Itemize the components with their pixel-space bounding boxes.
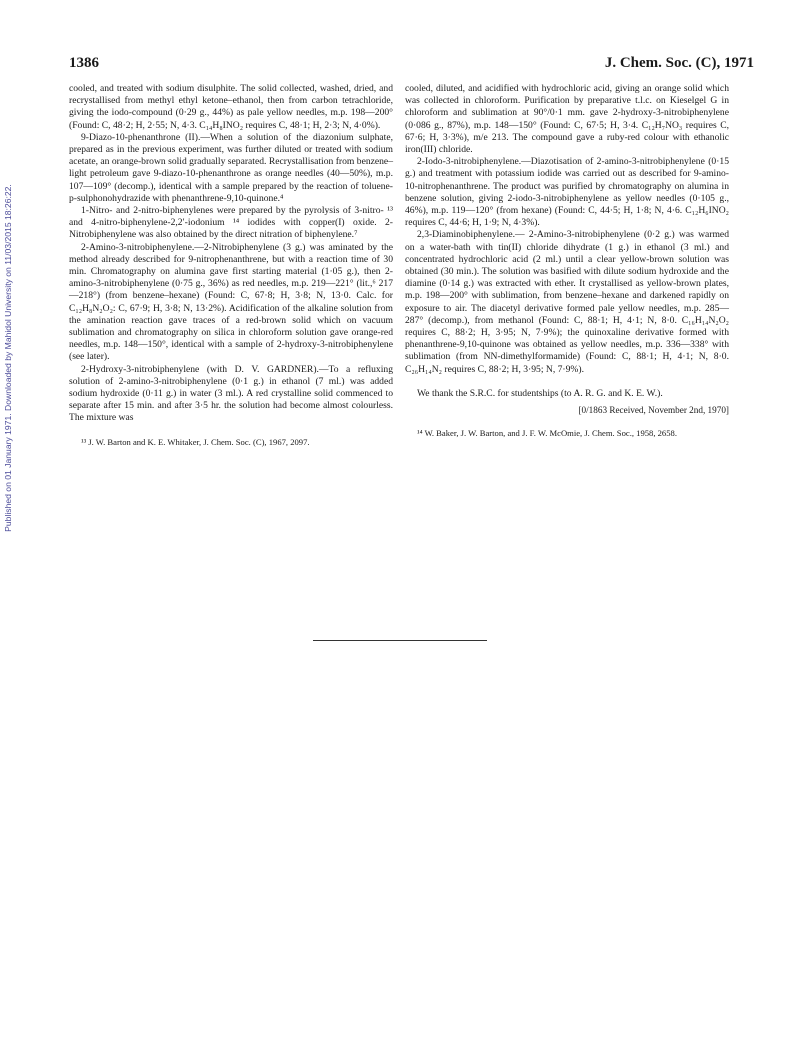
- left-paragraph-3: 1-Nitro- and 2-nitro-biphenylenes were prepared by the pyrolysis of 3-nitro- ¹³ and 4-nitro-biphenylene-2,2′-iodonium ¹⁴ iodides with copper(I) oxide. 2-Nitrobiphenylene was also obtained by the direct nitration of biphenylene.⁷: [69, 205, 393, 241]
- left-paragraph-2: 9-Diazo-10-phenanthrone (II).—When a solution of the diazonium sulphate, prepared as in the previous experiment, was further diluted or treated with sodium acetate, an orange-brown solid gradually separated. Recrystallisation from benzene–light petroleum gave 9-diazo-10-phenanthrone as orange needles (40—50%), m.p. 107—109° (decomp.), identical with a sample prepared by the reaction of toluene-p-sulphonohydrazide with phenanthrene-9,10-quinone.⁴: [69, 131, 393, 204]
- left-paragraph-5: 2-Hydroxy-3-nitrobiphenylene (with D. V. GARDNER).—To a refluxing solution of 2-amino-3-nitrobiphenylene (0·1 g.) in ethanol (7 ml.) was added sodium hydroxide (0·11 g.) in water (3 ml.). A red crystalline solid commenced to separate after 15 min. and after 3·5 hr. the solution had become almost colourless. The mixture was: [69, 363, 393, 424]
- left-column: [69, 83, 393, 447]
- footnote-13: ¹³ J. W. Barton and K. E. Whitaker, J. Chem. Soc. (C), 1967, 2097.: [81, 436, 310, 447]
- left-paragraph-4: 2-Amino-3-nitrobiphenylene.—2-Nitrobiphenylene (3 g.) was aminated by the method already described for 9-nitrophenanthrene, but with a reaction time of 30 min. Chromatography on alumina gave first starting material (1·05 g.), then 2-amino-3-nitrobiphenylene (0·75 g., 36%) as red needles, m.p. 219—221° (lit.,⁶ 217—218°) (from benzene–hexane) (Found: C, 67·8; H, 3·8; N, 13·0. Calc. for C₁₂H₈N₂O₂: C, 67·9; H, 3·8; N, 13·2%). Acidification of the alkaline solution from the amination reaction gave traces of a red-brown solid which on vacuum sublimation and chromatography on silica in chloroform solution gave orange-red needles, m.p. 148—150°, identical with a sample of 2-hydroxy-3-nitrobiphenylene (see later).: [69, 241, 393, 363]
- acknowledgement: We thank the S.R.C. for studentships (to A. R. G. and K. E. W.).: [417, 387, 663, 399]
- journal-header: J. Chem. Soc. (C), 1971: [604, 55, 754, 71]
- right-paragraph-3: 2,3-Diaminobiphenylene.— 2-Amino-3-nitrobiphenylene (0·2 g.) was warmed on a water-bath with tin(II) chloride dihydrate (1 g.) in ethanol (3 ml.) and concentrated hydrochloric acid (2 ml.) until a clear yellow-brown solution was obtained (30 min.). The solution was basified with dilute sodium hydroxide and the diamine (0·14 g.) was extracted with ether. It crystallised as yellow-brown plates, m.p. 198—200° with sublimation, from benzene–hexane and darkened rapidly on exposure to air. The diacetyl derivative formed pale yellow needles, m.p. 285—287° (decomp.), from methanol (Found: C, 88·1; H, 4·1; N, 8·0. C₁₆H₁₄N₂O₂ requires C, 88·2; H, 3·95; N, 7·9%); the quinoxaline derivative formed with phenanthrene-9,10-quinone was obtained as yellow needles, m.p. 336—338° with sublimation (from NN-dimethylformamide) (Found: C, 88·1; H, 4·1; N, 8·0. C₂₆H₁₄N₂ requires C, 88·2; H, 3·95; N, 7·9%).: [405, 229, 729, 375]
- download-watermark: [2, 58, 14, 658]
- end-rule: [313, 640, 487, 641]
- left-paragraph-1: cooled, and treated with sodium disulphite. The solid collected, washed, dried, and recrystallised from methyl ethyl ketone–ethanol, then from carbon tetrachloride, giving the iodo-compound (0·29 g., 44%) as pale yellow needles, m.p. 198—200° (Found: C, 48·2; H, 2·55; N, 4·3. C₁₄H₈INO₂ requires C, 48·1; H, 2·3; N, 4·0%).: [69, 83, 393, 131]
- download-watermark-text: Published on 01 January 1971. Downloaded by Mahidol University on 11/03/2015 18:26:22.: [3, 184, 13, 532]
- page-number: 1386: [69, 55, 99, 71]
- right-paragraph-1: cooled, diluted, and acidified with hydrochloric acid, giving an orange solid which was collected in chloroform. Purification by preparative t.l.c. on Kieselgel G in chloroform and sublimation at 90°/0·1 mm. gave 2-hydroxy-3-nitrobiphenylene (0·086 g., 87%), m.p. 148—150° (Found: C, 67·5; H, 3·4. C₁₂H₇NO₃ requires C, 67·6; H, 3·3%), m/e 213. The compound gave a ruby-red colour with ethanolic iron(III) chloride.: [405, 83, 729, 156]
- received-date: [0/1863 Received, November 2nd, 1970]: [578, 405, 729, 416]
- right-column: [405, 83, 729, 439]
- right-paragraph-2: 2-Iodo-3-nitrobiphenylene.—Diazotisation of 2-amino-3-nitrobiphenylene (0·15 g.) and treatment with potassium iodide was carried out as described for 9-amino-10-nitrophenanthrene. The product was purified by chromatography on alumina in benzene solution, giving 2-iodo-3-nitrobiphenylene as yellow needles (0·105 g., 46%), m.p. 119—120° (from hexane) (Found: C, 44·5; H, 1·8; N, 4·6. C₁₂H₆INO₂ requires C, 44·6; H, 1·9; N, 4·3%).: [405, 156, 729, 229]
- footnote-14: ¹⁴ W. Baker, J. W. Barton, and J. F. W. McOmie, J. Chem. Soc., 1958, 2658.: [417, 428, 677, 439]
